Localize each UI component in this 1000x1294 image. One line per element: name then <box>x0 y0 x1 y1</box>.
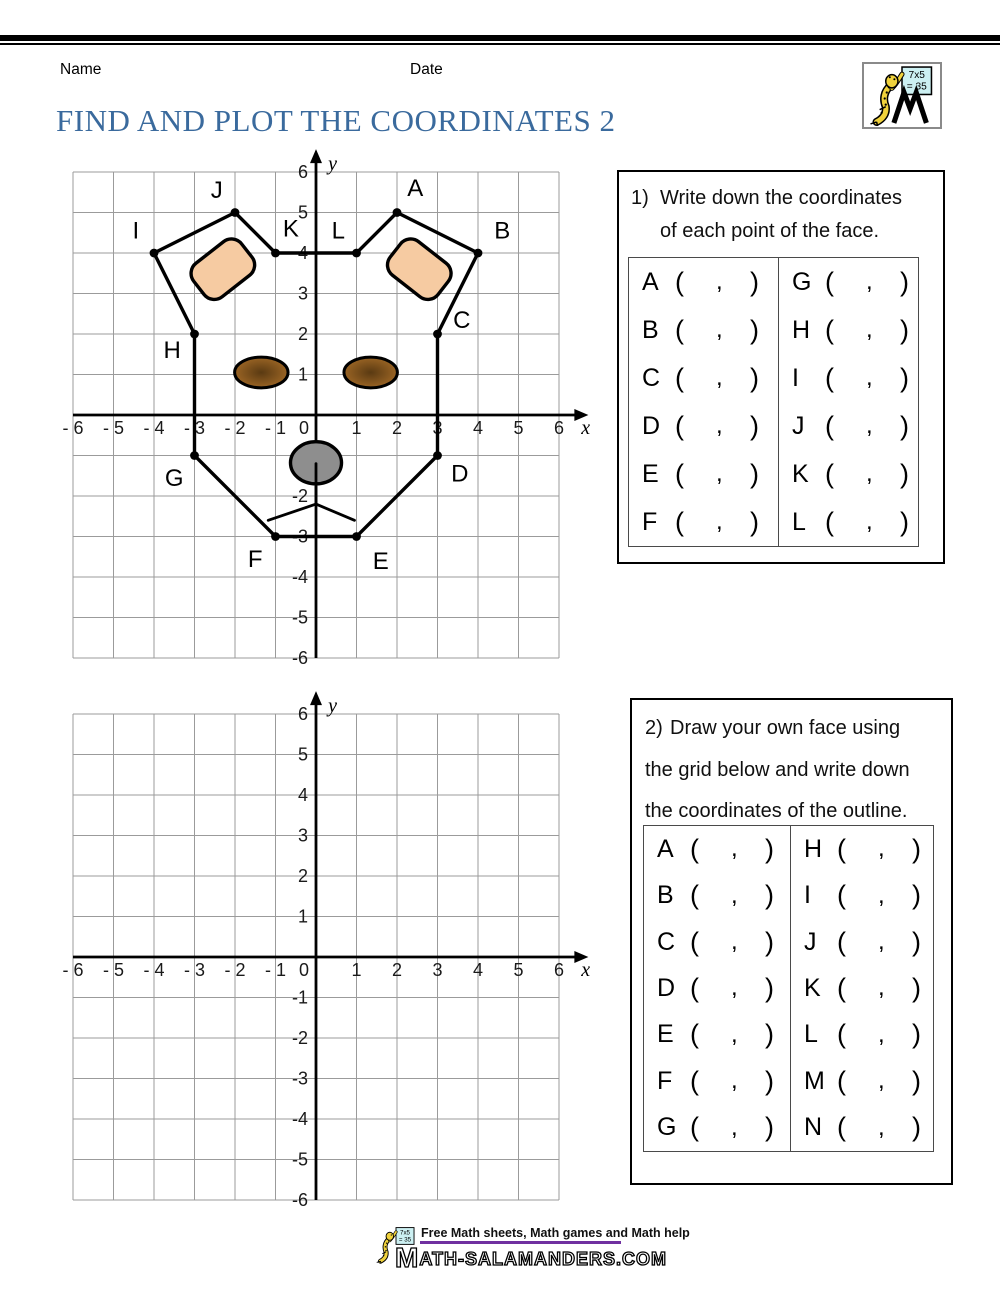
open-paren: ( <box>675 458 684 489</box>
svg-text:3: 3 <box>432 418 443 438</box>
comma: , <box>866 316 873 343</box>
svg-text:0: 0 <box>298 418 310 438</box>
point-letter: A <box>657 834 674 863</box>
open-paren: ( <box>825 362 834 393</box>
svg-text:4: 4 <box>472 418 484 438</box>
point-label-I: I <box>132 217 140 245</box>
mouth-line <box>316 504 354 520</box>
open-paren: ( <box>837 926 846 957</box>
point-label-C: C <box>453 306 471 334</box>
svg-text:y: y <box>328 152 338 175</box>
question-2-table-right-column <box>791 826 933 1151</box>
question-1-table-right-column <box>779 258 918 546</box>
comma: , <box>731 974 738 1002</box>
point-letter: C <box>657 927 676 956</box>
svg-text:-4: -4 <box>291 567 308 587</box>
svg-text:-6: -6 <box>291 1190 308 1210</box>
question-1-table <box>628 257 919 547</box>
point-letter: A <box>642 267 659 296</box>
svg-text:-4: -4 <box>291 1109 308 1129</box>
close-paren: ) <box>750 362 759 393</box>
open-paren: ( <box>825 410 834 441</box>
question-2-line-2: the grid below and write down <box>645 758 910 781</box>
svg-text:-5: -5 <box>291 1149 308 1170</box>
open-paren: ( <box>837 1112 846 1143</box>
point-letter: F <box>657 1066 673 1095</box>
comma: , <box>866 460 873 487</box>
plotted-point-G <box>190 451 199 460</box>
svg-text:2: 2 <box>391 418 403 438</box>
point-letter: C <box>642 363 661 392</box>
close-paren: ) <box>765 1112 774 1143</box>
question-1-line-2: of each point of the face. <box>660 220 880 242</box>
svg-text:- 4: - 4 <box>143 960 165 980</box>
close-paren: ) <box>912 1065 921 1096</box>
footer-tagline: Free Math sheets, Math games and Math help <box>421 1226 690 1240</box>
plotted-point-B <box>474 249 483 258</box>
ear-patch <box>382 234 456 305</box>
footer-site-m: M <box>395 1242 420 1273</box>
svg-text:4: 4 <box>297 243 308 263</box>
question-1-box <box>617 170 945 564</box>
close-paren: ) <box>750 506 759 537</box>
point-letter: G <box>792 267 812 296</box>
name-label: Name <box>60 61 102 78</box>
svg-text:x: x <box>581 417 591 439</box>
coord-row-G <box>644 1105 790 1151</box>
point-letter: E <box>657 1020 674 1049</box>
open-paren: ( <box>825 506 834 537</box>
open-paren: ( <box>825 458 834 489</box>
svg-text:- 3: - 3 <box>183 418 206 438</box>
plotted-point-A <box>393 208 402 217</box>
comma: , <box>878 974 885 1002</box>
bottom-coordinate-grid <box>40 680 620 1225</box>
footer-site-name: MATH-SALAMANDERS.COM <box>395 1242 667 1273</box>
svg-text:6: 6 <box>553 960 565 980</box>
point-label-E: E <box>372 547 389 575</box>
comma: , <box>731 1113 738 1141</box>
open-paren: ( <box>690 833 699 864</box>
close-paren: ) <box>750 266 759 297</box>
coord-row-J <box>791 919 933 965</box>
point-letter: H <box>792 315 811 344</box>
open-paren: ( <box>690 972 699 1003</box>
top-rule-thin <box>0 43 1000 45</box>
close-paren: ) <box>912 880 921 911</box>
svg-text:- 3: - 3 <box>183 960 206 980</box>
coord-row-L <box>791 1012 933 1058</box>
m-letter-icon <box>894 92 927 122</box>
sign-line-1: 7x5 <box>908 70 925 82</box>
coord-row-E <box>644 1012 790 1058</box>
open-paren: ( <box>690 1112 699 1143</box>
close-paren: ) <box>900 266 909 297</box>
point-letter: G <box>657 1113 677 1142</box>
open-paren: ( <box>837 880 846 911</box>
point-letter: J <box>792 411 805 440</box>
open-paren: ( <box>675 362 684 393</box>
svg-text:-5: -5 <box>291 607 308 628</box>
page-title: FIND AND PLOT THE COORDINATES 2 <box>56 103 616 138</box>
svg-text:- 4: - 4 <box>143 418 165 438</box>
svg-text:3: 3 <box>297 825 308 846</box>
svg-text:4: 4 <box>472 960 484 980</box>
open-paren: ( <box>825 266 834 297</box>
plotted-point-H <box>190 330 199 339</box>
open-paren: ( <box>690 926 699 957</box>
svg-text:-2: -2 <box>291 1028 308 1048</box>
open-paren: ( <box>825 314 834 345</box>
ear-patch <box>186 234 260 305</box>
point-label-F: F <box>247 545 263 573</box>
top-rule-thick <box>0 35 1000 41</box>
question-2-box <box>630 698 953 1185</box>
svg-text:= 35: = 35 <box>398 1236 412 1244</box>
coord-row-I <box>791 872 933 918</box>
svg-text:- 1: - 1 <box>264 960 287 980</box>
point-letter: F <box>642 507 658 536</box>
svg-text:- 6: - 6 <box>62 960 84 980</box>
point-label-J: J <box>210 177 223 205</box>
coord-row-C <box>629 354 778 402</box>
svg-text:6: 6 <box>553 418 565 438</box>
question-2-table-left-column <box>644 826 791 1151</box>
question-2-table <box>643 825 934 1152</box>
salamander-head <box>886 75 898 88</box>
coord-row-M <box>791 1058 933 1104</box>
comma: , <box>716 412 723 439</box>
coord-row-F <box>629 498 778 546</box>
svg-text:1: 1 <box>351 418 362 438</box>
svg-text:5: 5 <box>297 202 308 223</box>
coord-row-K <box>779 450 918 498</box>
svg-text:4: 4 <box>297 785 308 805</box>
svg-text:0: 0 <box>298 960 310 980</box>
svg-text:2: 2 <box>297 866 308 886</box>
svg-text:-3: -3 <box>291 1068 308 1089</box>
comma: , <box>866 364 873 391</box>
point-label-K: K <box>282 215 299 243</box>
svg-text:- 1: - 1 <box>264 418 287 438</box>
open-paren: ( <box>690 880 699 911</box>
close-paren: ) <box>912 1112 921 1143</box>
coord-row-F <box>644 1058 790 1104</box>
eye <box>235 357 288 388</box>
plotted-point-C <box>433 330 442 339</box>
svg-text:1: 1 <box>297 906 308 927</box>
coord-row-B <box>629 306 778 354</box>
comma: , <box>878 835 885 863</box>
coord-row-N <box>791 1105 933 1151</box>
date-label: Date <box>410 61 443 78</box>
point-letter: D <box>642 411 661 440</box>
point-letter: M <box>804 1066 825 1095</box>
coord-row-H <box>779 306 918 354</box>
open-paren: ( <box>837 1019 846 1050</box>
point-label-A: A <box>407 175 424 203</box>
point-letter: K <box>792 459 809 488</box>
coord-row-B <box>644 872 790 918</box>
coord-row-E <box>629 450 778 498</box>
point-letter: N <box>804 1113 823 1142</box>
svg-text:- 2: - 2 <box>224 960 246 980</box>
comma: , <box>878 928 885 956</box>
close-paren: ) <box>765 972 774 1003</box>
question-1-table-left-column <box>629 258 779 546</box>
brand-logo <box>862 62 942 129</box>
svg-text:5: 5 <box>513 960 524 980</box>
svg-text:3: 3 <box>297 283 308 304</box>
svg-text:5: 5 <box>513 418 524 438</box>
point-letter: B <box>657 881 674 910</box>
open-paren: ( <box>675 266 684 297</box>
open-paren: ( <box>675 314 684 345</box>
comma: , <box>866 508 873 535</box>
plotted-point-L <box>352 249 361 258</box>
question-2-line-3: the coordinates of the outline. <box>645 800 908 822</box>
comma: , <box>878 1067 885 1095</box>
coord-row-G <box>779 258 918 306</box>
point-label-H: H <box>163 337 181 365</box>
comma: , <box>731 835 738 863</box>
comma: , <box>716 460 723 487</box>
svg-text:-3: -3 <box>291 526 308 547</box>
salamander-logo-icon <box>864 64 940 127</box>
open-paren: ( <box>675 506 684 537</box>
coord-row-A <box>644 826 790 872</box>
coord-row-C <box>644 919 790 965</box>
svg-text:-2: -2 <box>291 486 308 506</box>
point-letter: K <box>804 973 821 1002</box>
close-paren: ) <box>765 1019 774 1050</box>
svg-text:- 2: - 2 <box>224 418 246 438</box>
coord-row-J <box>779 402 918 450</box>
svg-text:7x5: 7x5 <box>400 1229 411 1237</box>
svg-text:y: y <box>328 694 338 717</box>
svg-text:-1: -1 <box>291 987 308 1008</box>
comma: , <box>731 1067 738 1095</box>
question-2-line-1: 2) Draw your own face using <box>645 708 938 750</box>
close-paren: ) <box>900 410 909 441</box>
close-paren: ) <box>765 926 774 957</box>
coord-row-K <box>791 965 933 1011</box>
svg-text:- 5: - 5 <box>102 418 125 438</box>
plotted-point-E <box>352 532 361 541</box>
coord-row-H <box>791 826 933 872</box>
plotted-point-K <box>271 249 280 258</box>
plotted-point-J <box>231 208 240 217</box>
open-paren: ( <box>837 1065 846 1096</box>
comma: , <box>731 928 738 956</box>
close-paren: ) <box>912 926 921 957</box>
comma: , <box>716 268 723 295</box>
comma: , <box>866 412 873 439</box>
open-paren: ( <box>675 410 684 441</box>
svg-text:1: 1 <box>351 960 362 980</box>
eye <box>344 357 397 388</box>
close-paren: ) <box>765 833 774 864</box>
coord-row-L <box>779 498 918 546</box>
point-letter: I <box>804 881 811 910</box>
plotted-point-I <box>150 249 159 258</box>
svg-text:5: 5 <box>297 744 308 765</box>
comma: , <box>878 1020 885 1048</box>
sign-line-2: = 35 <box>906 81 927 93</box>
point-letter: D <box>657 973 676 1002</box>
svg-text:1: 1 <box>297 364 308 385</box>
svg-text:- 6: - 6 <box>62 418 84 438</box>
comma: , <box>716 316 723 343</box>
svg-text:x: x <box>581 959 591 981</box>
point-label-D: D <box>451 460 469 488</box>
point-letter: H <box>804 834 823 863</box>
point-letter: L <box>804 1020 818 1049</box>
close-paren: ) <box>900 458 909 489</box>
coord-row-A <box>629 258 778 306</box>
point-letter: I <box>792 363 799 392</box>
comma: , <box>878 1113 885 1141</box>
close-paren: ) <box>912 1019 921 1050</box>
point-letter: J <box>804 927 817 956</box>
plotted-point-D <box>433 451 442 460</box>
close-paren: ) <box>900 314 909 345</box>
coord-row-I <box>779 354 918 402</box>
svg-text:- 5: - 5 <box>102 960 125 980</box>
close-paren: ) <box>750 314 759 345</box>
point-letter: L <box>792 507 806 536</box>
close-paren: ) <box>912 972 921 1003</box>
close-paren: ) <box>912 833 921 864</box>
svg-text:6: 6 <box>297 162 308 182</box>
coord-row-D <box>644 965 790 1011</box>
comma: , <box>731 1020 738 1048</box>
question-1-line-1: 1) Write down the coordinates <box>631 182 931 215</box>
open-paren: ( <box>837 972 846 1003</box>
question-1-number: 1) <box>631 187 649 209</box>
svg-text:-6: -6 <box>291 648 308 668</box>
top-coordinate-grid <box>40 140 620 685</box>
close-paren: ) <box>765 880 774 911</box>
question-2-number: 2) <box>645 717 663 739</box>
svg-text:3: 3 <box>432 960 443 980</box>
svg-text:2: 2 <box>297 324 308 344</box>
open-paren: ( <box>690 1019 699 1050</box>
close-paren: ) <box>900 506 909 537</box>
point-letter: B <box>642 315 659 344</box>
close-paren: ) <box>750 410 759 441</box>
close-paren: ) <box>765 1065 774 1096</box>
point-label-L: L <box>331 217 345 245</box>
open-paren: ( <box>837 833 846 864</box>
comma: , <box>716 508 723 535</box>
open-paren: ( <box>690 1065 699 1096</box>
point-letter: E <box>642 459 659 488</box>
coord-row-D <box>629 402 778 450</box>
point-label-B: B <box>494 217 511 245</box>
comma: , <box>866 268 873 295</box>
svg-text:6: 6 <box>297 704 308 724</box>
close-paren: ) <box>900 362 909 393</box>
close-paren: ) <box>750 458 759 489</box>
svg-text:2: 2 <box>391 960 403 980</box>
plotted-point-F <box>271 532 280 541</box>
comma: , <box>878 881 885 909</box>
comma: , <box>731 881 738 909</box>
comma: , <box>716 364 723 391</box>
point-label-G: G <box>164 464 184 492</box>
